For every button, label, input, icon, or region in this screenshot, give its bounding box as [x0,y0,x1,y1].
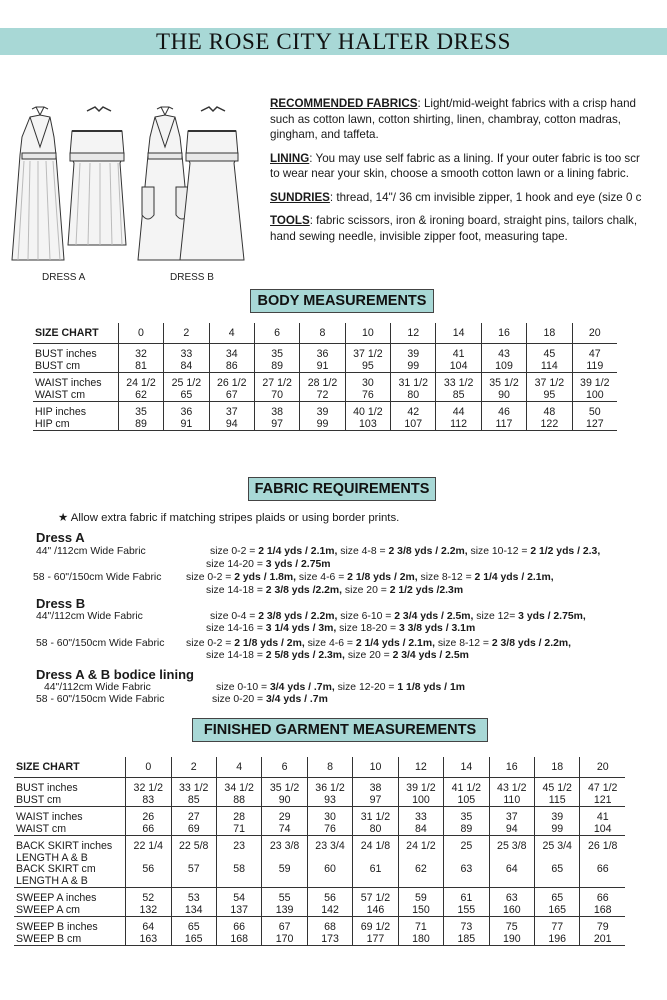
measurement-cell: 65 [535,864,580,876]
dress-a-58-line-1: size 0-2 = 2 yds / 1.8m, size 4-6 = 2 1/8 yds / 2m, size 8-12 = 2 1/4 yds / 2.1m, [186,572,554,583]
measurement-cell: 134 [171,905,216,917]
measurement-cell: 89 [254,361,299,373]
row-label: BUST inches [35,348,97,360]
dress-a-44-line-1: size 0-2 = 2 1/4 yds / 2.1m, size 4-8 = 2 3/8 yds / 2.2m, size 10-12 = 2 1/2 yds / 2.3, [210,546,601,557]
dress-b-title: Dress B [36,596,86,611]
tools-text-1: : fabric scissors, iron & ironing board, straight pins, tailors chalk, [309,214,638,227]
row-label: BACK SKIRT cm [16,863,96,875]
measurement-cell: 33 [164,349,209,361]
measurement-cell: 69 1/2 [353,922,398,934]
measurement-cell: 37 1/2 [527,378,572,390]
title-banner [0,28,667,55]
measurement-cell: 71 [216,824,261,836]
measurement-cell [353,876,398,888]
measurement-cell: 32 1/2 [126,783,171,795]
measurement-cell: 31 1/2 [391,378,436,390]
sundries-paragraph [270,190,667,206]
measurement-cell: 59 [262,864,307,876]
size-header: 2 [164,323,209,344]
measurement-cell: 137 [216,905,261,917]
measurement-cell: 119 [572,361,617,373]
size-header: 4 [216,757,261,778]
measurement-cell: 60 [307,864,352,876]
table-row [33,407,617,419]
fabric-note-text: Allow extra fabric if matching stripes plaids or using border prints. [70,512,400,524]
lining-text-1: : You may use self fabric as a lining. If your outer fabric is too scr [309,151,640,165]
measurement-cell: 42 [391,407,436,419]
row-label: SWEEP B cm [14,934,126,946]
measurement-cell: 84 [398,824,443,836]
measurement-cell: 90 [262,795,307,807]
dress-a-front-illustration [12,107,64,260]
dress-b-58-line-2: size 14-18 = 2 5/8 yds / 2.3m, size 20 = 2 3/4 yds / 2.5m [206,650,469,661]
tools-text-2: hand sewing needle, invisible zipper foot, measuring tape. [270,229,568,243]
measurement-cell: 41 [436,349,481,361]
measurement-cell: 146 [353,905,398,917]
measurement-cell: 77 [535,922,580,934]
measurement-cell: 180 [398,934,443,946]
size-header: 0 [126,757,171,778]
measurement-cell: 23 3/4 [307,841,352,853]
measurement-cell: 36 [300,349,345,361]
measurement-cell: 23 [216,841,261,853]
measurement-cell: 168 [580,905,625,917]
body-measurements-heading: BODY MEASUREMENTS [250,289,434,313]
dress-b-44-label: 44"/112cm Wide Fabric [36,611,143,622]
size-header: 10 [345,323,390,344]
measurement-cell: 165 [535,905,580,917]
measurement-cell: 39 [535,812,580,824]
measurement-cell: 39 1/2 [572,378,617,390]
size-header: 6 [262,757,307,778]
table-row [14,876,625,888]
row-label: LENGTH A & B [14,876,126,888]
measurement-cell: 30 [345,378,390,390]
dress-a-44-line-2: size 14-20 = 3 yds / 2.75m [206,559,331,570]
size-header: 0 [118,323,163,344]
measurement-cell [444,876,489,888]
measurement-cell: 80 [391,390,436,402]
measurement-cell: 36 1/2 [307,783,352,795]
table-row [14,853,625,865]
table-row [33,419,617,431]
measurement-cell: 114 [527,361,572,373]
measurement-cell: 93 [307,795,352,807]
fabrics-label: RECOMMENDED FABRICS [270,97,418,110]
measurement-cell: 28 [216,812,261,824]
measurement-cell: 80 [353,824,398,836]
size-header: 10 [353,757,398,778]
measurement-cell: 86 [209,361,254,373]
measurement-cell: 61 [353,864,398,876]
measurement-cell: 25 3/8 [489,841,534,853]
table-row [14,864,625,876]
measurement-cell: 165 [171,934,216,946]
table-row [14,841,625,853]
measurement-cell: 58 [216,864,261,876]
dress-b-44-line-2: size 14-16 = 3 1/4 yds / 3m, size 18-20 = 3 3/8 yds / 3.1m [206,623,476,634]
lining-58-label: 58 - 60"/150cm Wide Fabric [36,694,165,705]
table-row [33,361,617,373]
measurement-cell: 170 [262,934,307,946]
measurement-cell: 27 [171,812,216,824]
measurement-cell: 67 [209,390,254,402]
measurement-cell: 104 [436,361,481,373]
measurement-cell: 121 [580,795,625,807]
measurement-cell: 31 1/2 [353,812,398,824]
tools-paragraph [270,213,667,244]
measurement-cell: 95 [345,361,390,373]
measurement-cell: 50 [572,407,617,419]
measurement-cell: 94 [489,824,534,836]
row-label: BACK SKIRT inches [16,840,113,852]
table-row [14,905,625,917]
measurement-cell [398,876,443,888]
fabrics-paragraph [270,96,667,143]
measurement-cell: 62 [398,864,443,876]
measurement-cell: 67 [262,922,307,934]
measurement-cell: 139 [262,905,307,917]
table-row [14,922,625,934]
measurement-cell [535,876,580,888]
measurement-cell: 33 1/2 [171,783,216,795]
size-header: 16 [489,757,534,778]
measurement-cell: 35 [118,407,163,419]
row-label: WAIST cm [14,824,126,836]
measurement-cell: 38 [254,407,299,419]
measurement-cell: 75 [489,922,534,934]
measurement-cell: 65 [171,922,216,934]
table-row [14,795,625,807]
measurement-cell: 107 [391,419,436,431]
dress-b-58-label: 58 - 60"/150cm Wide Fabric [36,638,165,649]
dress-illustrations [0,95,250,270]
dress-b-back-illustration [180,107,244,260]
measurement-cell: 185 [444,934,489,946]
measurement-cell: 28 1/2 [300,378,345,390]
measurement-cell: 74 [262,824,307,836]
measurement-cell: 36 [164,407,209,419]
measurement-cell [216,876,261,888]
measurement-cell: 57 [171,864,216,876]
measurement-cell: 88 [216,795,261,807]
measurement-cell: 70 [254,390,299,402]
measurement-cell: 196 [535,934,580,946]
measurement-cell: 22 1/4 [126,841,171,853]
row-label: SWEEP A inches [16,892,97,904]
measurement-cell: 37 [489,812,534,824]
row-label: BUST cm [33,361,118,373]
measurement-cell: 56 [307,893,352,905]
dress-a-back-illustration [68,107,126,245]
measurement-cell: 155 [444,905,489,917]
measurement-cell: 29 [262,812,307,824]
measurement-cell: 69 [171,824,216,836]
measurement-cell: 32 [118,349,163,361]
row-label: HIP inches [35,406,87,418]
measurement-cell: 47 1/2 [580,783,625,795]
measurement-cell: 66 [126,824,171,836]
row-label: SWEEP B inches [16,921,98,933]
measurement-cell: 40 1/2 [345,407,390,419]
measurement-cell: 132 [126,905,171,917]
measurement-cell: 48 [527,407,572,419]
measurement-cell [580,876,625,888]
measurement-cell: 127 [572,419,617,431]
measurement-cell: 39 [300,407,345,419]
size-header: 12 [398,757,443,778]
measurement-cell: 35 [444,812,489,824]
measurement-cell: 97 [353,795,398,807]
measurement-cell: 91 [300,361,345,373]
measurement-cell: 84 [164,361,209,373]
table-row [14,893,625,905]
lining-label: LINING [270,151,310,165]
row-label: WAIST inches [16,811,83,823]
measurement-cell: 25 1/2 [164,378,209,390]
measurement-cell: 66 [580,864,625,876]
measurement-cell: 39 [391,349,436,361]
measurement-cell: 190 [489,934,534,946]
measurement-cell: 35 1/2 [481,378,526,390]
dress-a-58-label: 58 - 60"/150cm Wide Fabric [33,572,162,583]
measurement-cell: 34 [209,349,254,361]
table-row [14,824,625,836]
measurement-cell: 53 [171,893,216,905]
size-header: 16 [481,323,526,344]
measurement-cell: 100 [398,795,443,807]
measurement-cell: 43 1/2 [489,783,534,795]
measurement-cell: 65 [535,893,580,905]
page-title: THE ROSE CITY HALTER DRESS [155,29,512,54]
measurement-cell: 97 [254,419,299,431]
measurement-cell: 63 [489,893,534,905]
measurement-cell: 54 [216,893,261,905]
size-header: 20 [572,323,617,344]
measurement-cell: 103 [345,419,390,431]
measurement-cell: 150 [398,905,443,917]
measurement-cell: 27 1/2 [254,378,299,390]
fabrics-text-3: gingham, and taffeta. [270,128,379,141]
measurement-cell: 24 1/2 [118,378,163,390]
measurement-cell: 66 [580,893,625,905]
lining-44-line: size 0-10 = 3/4 yds / .7m, size 12-20 = 1 1/8 yds / 1m [216,682,465,693]
finished-measurements-heading: FINISHED GARMENT MEASUREMENTS [192,718,488,742]
fabric-note [58,510,399,524]
measurement-cell: 41 1/2 [444,783,489,795]
body-measurements-table [33,323,617,431]
measurement-cell: 85 [436,390,481,402]
measurement-cell: 160 [489,905,534,917]
measurement-cell: 90 [481,390,526,402]
measurement-cell: 201 [580,934,625,946]
measurement-cell: 45 1/2 [535,783,580,795]
lining-44-label: 44"/112cm Wide Fabric [44,682,151,693]
supplies-info [270,96,667,252]
measurement-cell: 62 [118,390,163,402]
row-label: BUST inches [16,782,78,794]
measurement-cell: 25 [444,841,489,853]
measurement-cell: 66 [216,922,261,934]
dress-a-44-label: 44" /112cm Wide Fabric [36,546,146,557]
measurement-cell: 30 [307,812,352,824]
measurement-cell: 89 [444,824,489,836]
star-icon: ★ [58,512,69,524]
fabrics-text-1: : Light/mid-weight fabrics with a crisp hand [417,97,636,110]
size-header: 2 [171,757,216,778]
measurement-cell: 46 [481,407,526,419]
dress-a-label: DRESS A [42,272,86,283]
size-chart-label: SIZE CHART [14,757,126,778]
fabrics-text-2: such as cotton lawn, cotton shirting, linen, chambray, cotton madras, [270,112,621,126]
finished-measurements-table [14,757,625,946]
size-header: 6 [254,323,299,344]
measurement-cell: 64 [489,864,534,876]
measurement-cell: 173 [307,934,352,946]
measurement-cell: 117 [481,419,526,431]
measurement-cell: 99 [535,824,580,836]
size-header: 14 [444,757,489,778]
row-label: WAIST cm [33,390,118,402]
measurement-cell [307,876,352,888]
lining-58-line: size 0-20 = 3/4 yds / .7m [212,694,328,705]
measurement-cell: 99 [391,361,436,373]
measurement-cell: 43 [481,349,526,361]
measurement-cell: 104 [580,824,625,836]
measurement-cell: 26 1/2 [209,378,254,390]
measurement-cell: 25 3/4 [535,841,580,853]
measurement-cell: 91 [164,419,209,431]
size-header: 18 [535,757,580,778]
measurement-cell: 105 [444,795,489,807]
measurement-cell: 83 [126,795,171,807]
measurement-cell: 72 [300,390,345,402]
measurement-cell: 99 [300,419,345,431]
measurement-cell: 76 [345,390,390,402]
size-header: 4 [209,323,254,344]
measurement-cell: 63 [444,864,489,876]
measurement-cell: 115 [535,795,580,807]
measurement-cell: 52 [126,893,171,905]
measurement-cell: 41 [580,812,625,824]
measurement-cell: 65 [164,390,209,402]
measurement-cell: 57 1/2 [353,893,398,905]
sundries-text: : thread, 14"/ 36 cm invisible zipper, 1 hook and eye (size 0 c [329,190,642,204]
size-header: 8 [307,757,352,778]
measurement-cell: 44 [436,407,481,419]
measurement-cell: 79 [580,922,625,934]
size-chart-label: SIZE CHART [33,323,118,344]
measurement-cell: 22 5/8 [171,841,216,853]
row-label: LENGTH A & B [16,851,88,864]
sundries-label: SUNDRIES [270,190,330,204]
measurement-cell: 34 1/2 [216,783,261,795]
measurement-cell: 64 [126,922,171,934]
measurement-cell: 38 [353,783,398,795]
measurement-cell: 122 [527,419,572,431]
measurement-cell: 61 [444,893,489,905]
measurement-cell: 68 [307,922,352,934]
table-row [33,378,617,390]
measurement-cell: 163 [126,934,171,946]
dress-b-58-line-1: size 0-2 = 2 1/8 yds / 2m, size 4-6 = 2 1/4 yds / 2.1m, size 8-12 = 2 3/8 yds / 2.2m, [186,638,571,649]
table-row [33,349,617,361]
size-header: 14 [436,323,481,344]
fabric-requirements-heading: FABRIC REQUIREMENTS [248,477,436,501]
measurement-cell: 109 [481,361,526,373]
measurement-cell: 33 [398,812,443,824]
measurement-cell: 100 [572,390,617,402]
dress-b-44-line-1: size 0-4 = 2 3/8 yds / 2.2m, size 6-10 = 2 3/4 yds / 2.5m, size 12= 3 yds / 2.75m, [210,611,586,622]
measurement-cell: 85 [171,795,216,807]
measurement-cell: 47 [572,349,617,361]
table-row [14,783,625,795]
measurement-cell: 168 [216,934,261,946]
row-label: SWEEP A cm [14,905,126,917]
measurement-cell: 45 [527,349,572,361]
measurement-cell: 39 1/2 [398,783,443,795]
lining-text-2: to wear near your skin, choose a smooth cotton lawn or a lining fabric. [270,167,629,180]
row-label: WAIST inches [35,377,102,389]
dress-a-58-line-2: size 14-18 = 2 3/8 yds /2.2m, size 20 = 2 1/2 yds /2.3m [206,585,464,596]
table-row [14,812,625,824]
measurement-cell [262,876,307,888]
measurement-cell: 89 [118,419,163,431]
measurement-cell: 24 1/2 [398,841,443,853]
measurement-cell: 23 3/8 [262,841,307,853]
measurement-cell: 59 [398,893,443,905]
size-header: 20 [580,757,625,778]
measurement-cell: 37 [209,407,254,419]
measurement-cell: 81 [118,361,163,373]
table-row [14,934,625,946]
dress-b-label: DRESS B [170,272,214,283]
measurement-cell: 55 [262,893,307,905]
measurement-cell: 26 1/8 [580,841,625,853]
measurement-cell: 71 [398,922,443,934]
size-header: 12 [391,323,436,344]
size-header: 18 [527,323,572,344]
dress-a-title: Dress A [36,530,85,545]
measurement-cell: 56 [126,864,171,876]
measurement-cell: 24 1/8 [353,841,398,853]
measurement-cell: 35 1/2 [262,783,307,795]
lining-title: Dress A & B bodice lining [36,667,194,682]
measurement-cell: 177 [353,934,398,946]
size-header: 8 [300,323,345,344]
table-row [33,390,617,402]
lining-paragraph [270,151,667,182]
row-label: HIP cm [33,419,118,431]
row-label: BUST cm [14,795,126,807]
measurement-cell: 95 [527,390,572,402]
measurement-cell [489,876,534,888]
measurement-cell: 73 [444,922,489,934]
measurement-cell: 76 [307,824,352,836]
measurement-cell: 142 [307,905,352,917]
measurement-cell: 37 1/2 [345,349,390,361]
measurement-cell: 110 [489,795,534,807]
measurement-cell: 94 [209,419,254,431]
measurement-cell: 33 1/2 [436,378,481,390]
measurement-cell [171,876,216,888]
measurement-cell: 26 [126,812,171,824]
measurement-cell: 35 [254,349,299,361]
measurement-cell [126,876,171,888]
tools-label: TOOLS [270,214,310,227]
measurement-cell: 112 [436,419,481,431]
